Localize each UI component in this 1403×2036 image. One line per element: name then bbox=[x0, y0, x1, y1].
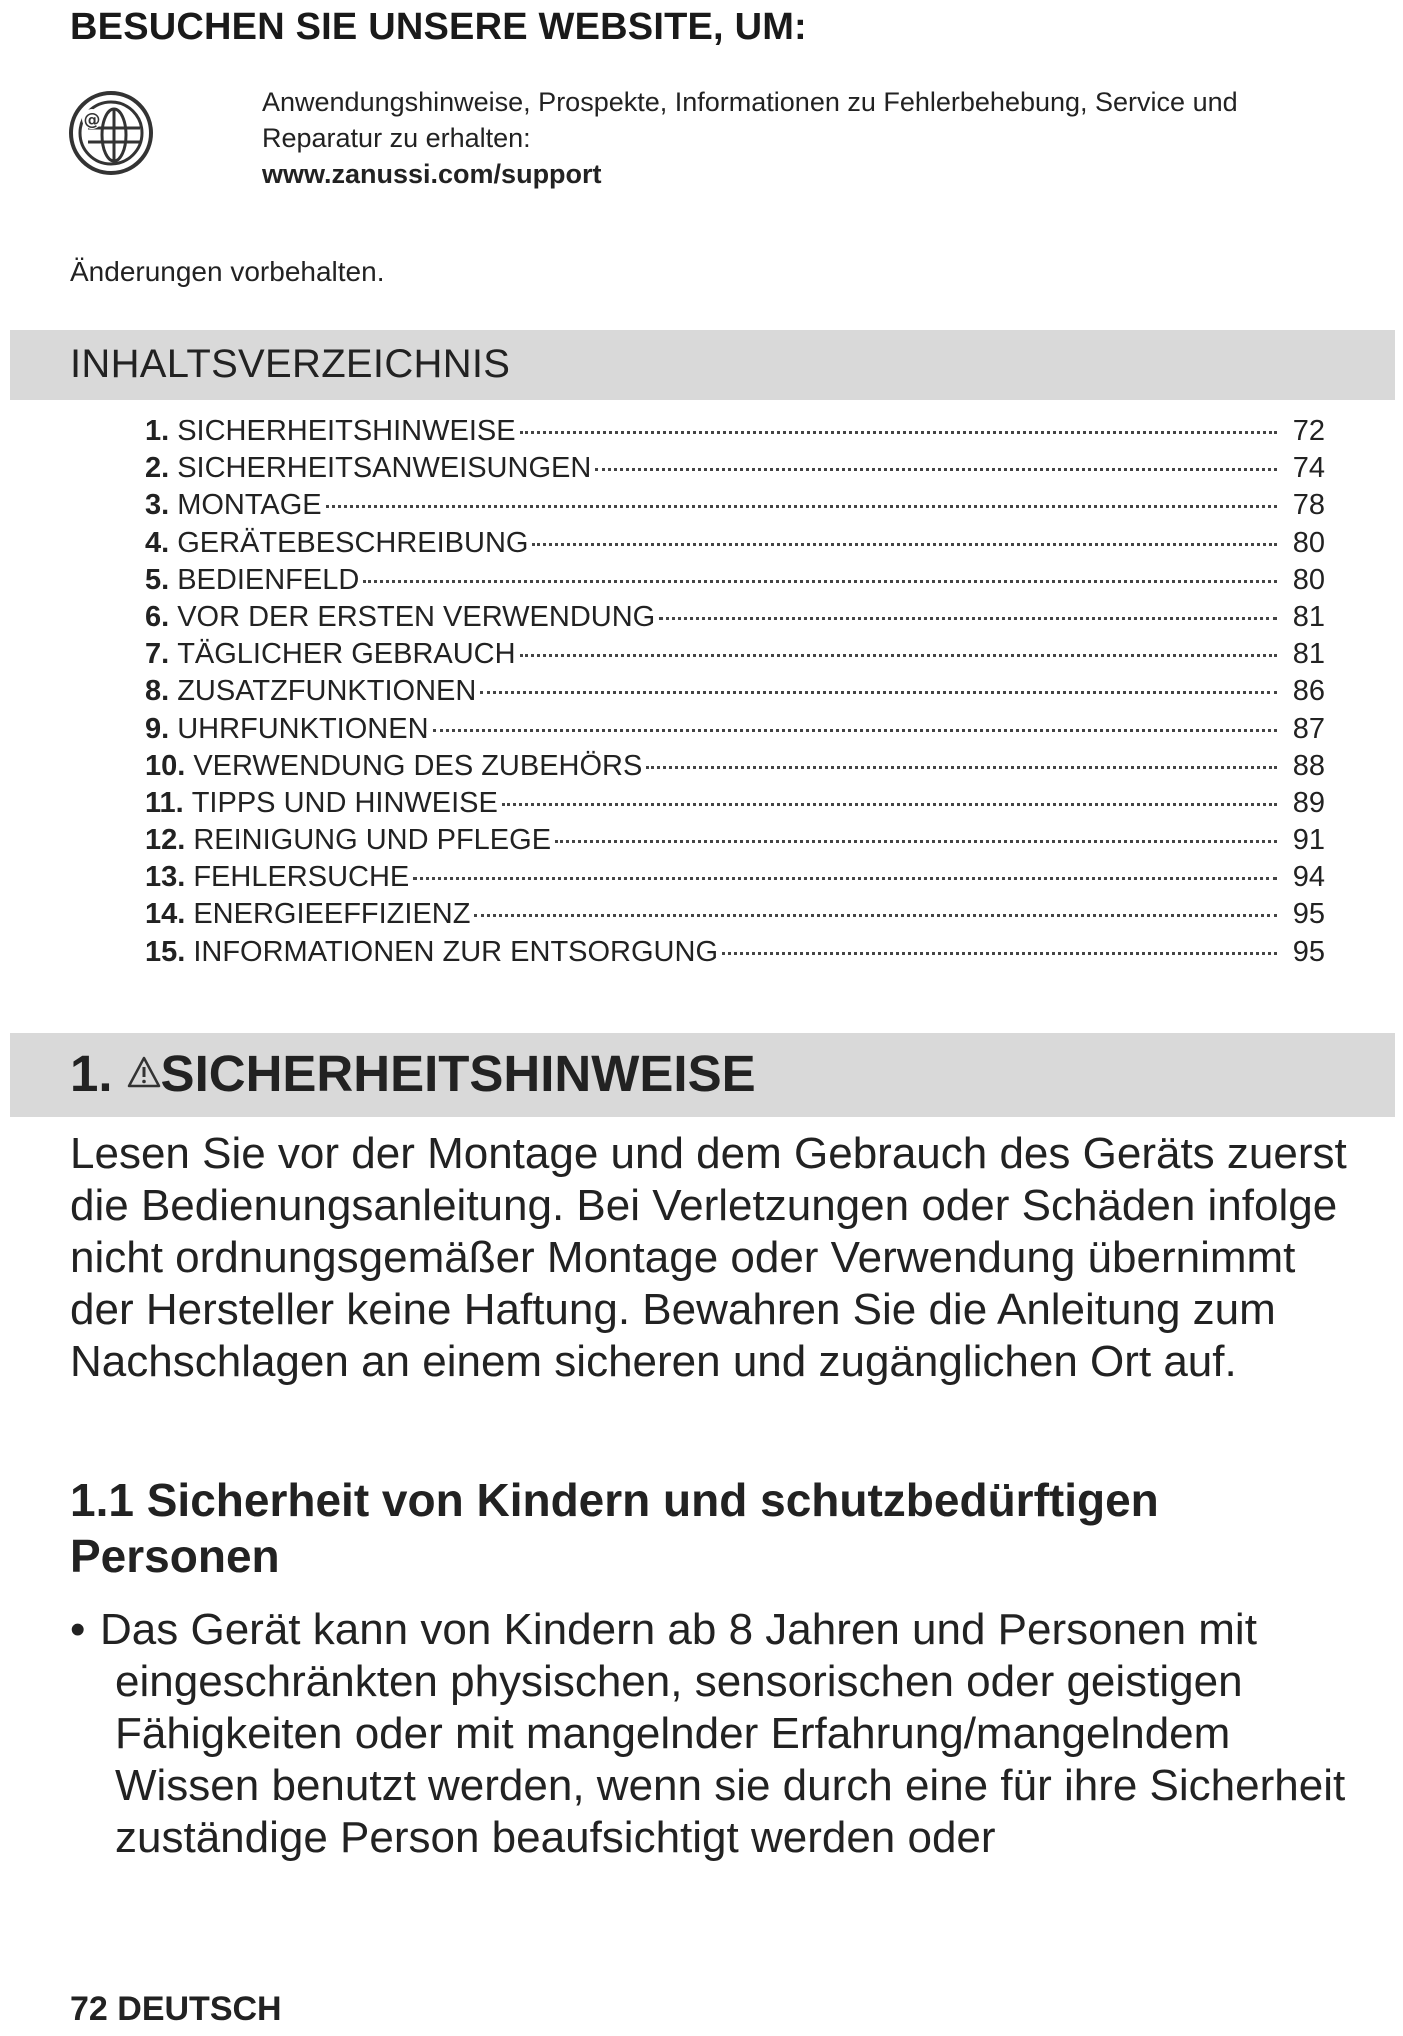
toc-item-number: 11. bbox=[145, 786, 184, 819]
toc-item-label: BEDIENFELD bbox=[177, 563, 360, 596]
toc-item[interactable] bbox=[145, 415, 1325, 452]
section1-number: 1. bbox=[70, 1045, 113, 1102]
toc-item-label: INFORMATIONEN ZUR ENTSORGUNG bbox=[193, 935, 719, 968]
toc-item-page: 81 bbox=[1292, 600, 1325, 633]
toc-dot-leader bbox=[722, 952, 1277, 955]
toc-item-page: 87 bbox=[1292, 712, 1325, 745]
toc-item[interactable] bbox=[145, 824, 1325, 861]
toc-item-page: 80 bbox=[1292, 563, 1325, 596]
toc-dot-leader bbox=[413, 877, 1277, 880]
toc-item-label: FEHLERSUCHE bbox=[193, 861, 410, 894]
toc-item-label: VERWENDUNG DES ZUBEHÖRS bbox=[193, 749, 643, 782]
bullet-icon: • bbox=[70, 1605, 86, 1654]
toc-dot-leader bbox=[555, 840, 1277, 843]
toc-item-label: GERÄTEBESCHREIBUNG bbox=[177, 526, 529, 559]
bullet-text: Das Gerät kann von Kindern ab 8 Jahren und Personen mit eingeschränkten physischen, sensorischen oder geistigen Fähigkeiten oder mit mangelnder Erfahrung/mangelndem Wissen benutzt werden, wenn sie durch eine für ihre Sicherheit zuständige Person beaufsichtigt werden oder bbox=[100, 1605, 1346, 1862]
toc-item[interactable] bbox=[145, 452, 1325, 489]
toc-item-number: 9. bbox=[145, 712, 170, 745]
toc-item-label: MONTAGE bbox=[177, 489, 322, 522]
section1-title bbox=[70, 1044, 756, 1103]
globe-at-icon bbox=[68, 90, 154, 176]
toc-dot-leader bbox=[532, 543, 1277, 546]
toc-item[interactable] bbox=[145, 787, 1325, 824]
toc-dot-leader bbox=[502, 803, 1277, 806]
toc-item-number: 2. bbox=[145, 452, 170, 485]
toc-item-page: 88 bbox=[1292, 749, 1325, 782]
toc-dot-leader bbox=[474, 914, 1277, 917]
toc-item-label: UHRFUNKTIONEN bbox=[177, 712, 429, 745]
toc-dot-leader bbox=[326, 505, 1277, 508]
toc-item-label: VOR DER ERSTEN VERWENDUNG bbox=[177, 600, 656, 633]
toc-item-number: 14. bbox=[145, 898, 186, 931]
toc-item-page: 89 bbox=[1292, 786, 1325, 819]
toc-item[interactable] bbox=[145, 750, 1325, 787]
toc-dot-leader bbox=[363, 580, 1277, 583]
toc-item[interactable] bbox=[145, 675, 1325, 712]
toc-item-page: 94 bbox=[1292, 861, 1325, 894]
toc-item-number: 6. bbox=[145, 600, 170, 633]
toc-item-label: ENERGIEEFFIZIENZ bbox=[193, 898, 471, 931]
toc-dot-leader bbox=[659, 617, 1277, 620]
toc-item-label: ZUSATZFUNKTIONEN bbox=[177, 675, 477, 708]
list-item bbox=[70, 1604, 1370, 1864]
toc-item[interactable] bbox=[145, 489, 1325, 526]
toc-item-label: TÄGLICHER GEBRAUCH bbox=[177, 638, 516, 671]
page-footer: 72 DEUTSCH bbox=[70, 1990, 282, 2028]
toc-item-page: 78 bbox=[1292, 489, 1325, 522]
toc-item[interactable] bbox=[145, 936, 1325, 973]
toc-item-number: 8. bbox=[145, 675, 170, 708]
support-description: Anwendungshinweise, Prospekte, Informationen zu Fehlerbehebung, Service und Reparatur zu erhalten: bbox=[262, 87, 1238, 153]
toc-item-page: 95 bbox=[1292, 898, 1325, 931]
section1-1-heading: 1.1 Sicherheit von Kindern und schutzbedürftigen Personen bbox=[70, 1474, 1159, 1582]
toc-title: INHALTSVERZEICHNIS bbox=[70, 342, 511, 386]
toc-item-label: SICHERHEITSHINWEISE bbox=[177, 415, 516, 447]
website-heading: BESUCHEN SIE UNSERE WEBSITE, UM: bbox=[70, 6, 807, 48]
toc-item-page: 95 bbox=[1292, 935, 1325, 968]
toc-item[interactable] bbox=[145, 713, 1325, 750]
toc-dot-leader bbox=[480, 691, 1277, 694]
toc-item-number: 15. bbox=[145, 935, 186, 968]
svg-text:@: @ bbox=[83, 110, 101, 130]
section1-intro: Lesen Sie vor der Montage und dem Gebrauch des Geräts zuerst die Bedienungsanleitung. Bei Verletzungen oder Schäden infolge nicht ordnungsgemäßer Montage oder Verwendung übernimmt der Hersteller keine Haftung. Bewahren Sie die Anleitung zum Nachschlagen an einem sicheren und zugänglichen Ort auf. bbox=[70, 1129, 1347, 1386]
toc-item-label: REINIGUNG UND PFLEGE bbox=[193, 824, 552, 857]
toc-item[interactable] bbox=[145, 861, 1325, 898]
toc-item-page: 86 bbox=[1292, 675, 1325, 708]
toc-item-number: 3. bbox=[145, 489, 170, 522]
toc-item-page: 74 bbox=[1292, 452, 1325, 485]
toc-dot-leader bbox=[433, 729, 1277, 732]
toc-item-label: TIPPS UND HINWEISE bbox=[191, 786, 498, 819]
toc-item[interactable] bbox=[145, 527, 1325, 564]
toc-item-number: 1. bbox=[145, 415, 170, 447]
toc-item-number: 10. bbox=[145, 749, 186, 782]
toc-item-label: SICHERHEITSANWEISUNGEN bbox=[177, 452, 592, 485]
support-text bbox=[262, 84, 1352, 192]
toc-dot-leader bbox=[595, 468, 1277, 471]
toc-item[interactable] bbox=[145, 898, 1325, 935]
toc-item-page: 80 bbox=[1292, 526, 1325, 559]
toc-item-number: 7. bbox=[145, 638, 170, 671]
warning-triangle-icon bbox=[127, 1056, 161, 1088]
toc-dot-leader bbox=[520, 654, 1277, 657]
toc-item-number: 13. bbox=[145, 861, 186, 894]
toc-item[interactable] bbox=[145, 564, 1325, 601]
support-link[interactable]: www.zanussi.com/support bbox=[262, 159, 602, 189]
changes-note: Änderungen vorbehalten. bbox=[70, 256, 385, 287]
toc-item-page: 91 bbox=[1292, 824, 1325, 857]
toc-dot-leader bbox=[520, 431, 1277, 434]
toc-item-page: 81 bbox=[1292, 638, 1325, 671]
toc-list bbox=[145, 415, 1325, 973]
toc-item-number: 5. bbox=[145, 563, 170, 596]
toc-item-number: 4. bbox=[145, 526, 170, 559]
toc-item-page: 72 bbox=[1292, 415, 1325, 447]
toc-item[interactable] bbox=[145, 601, 1325, 638]
toc-dot-leader bbox=[646, 766, 1277, 769]
toc-item[interactable] bbox=[145, 638, 1325, 675]
section1-label: SICHERHEITSHINWEISE bbox=[160, 1045, 756, 1102]
toc-item-number: 12. bbox=[145, 824, 186, 857]
